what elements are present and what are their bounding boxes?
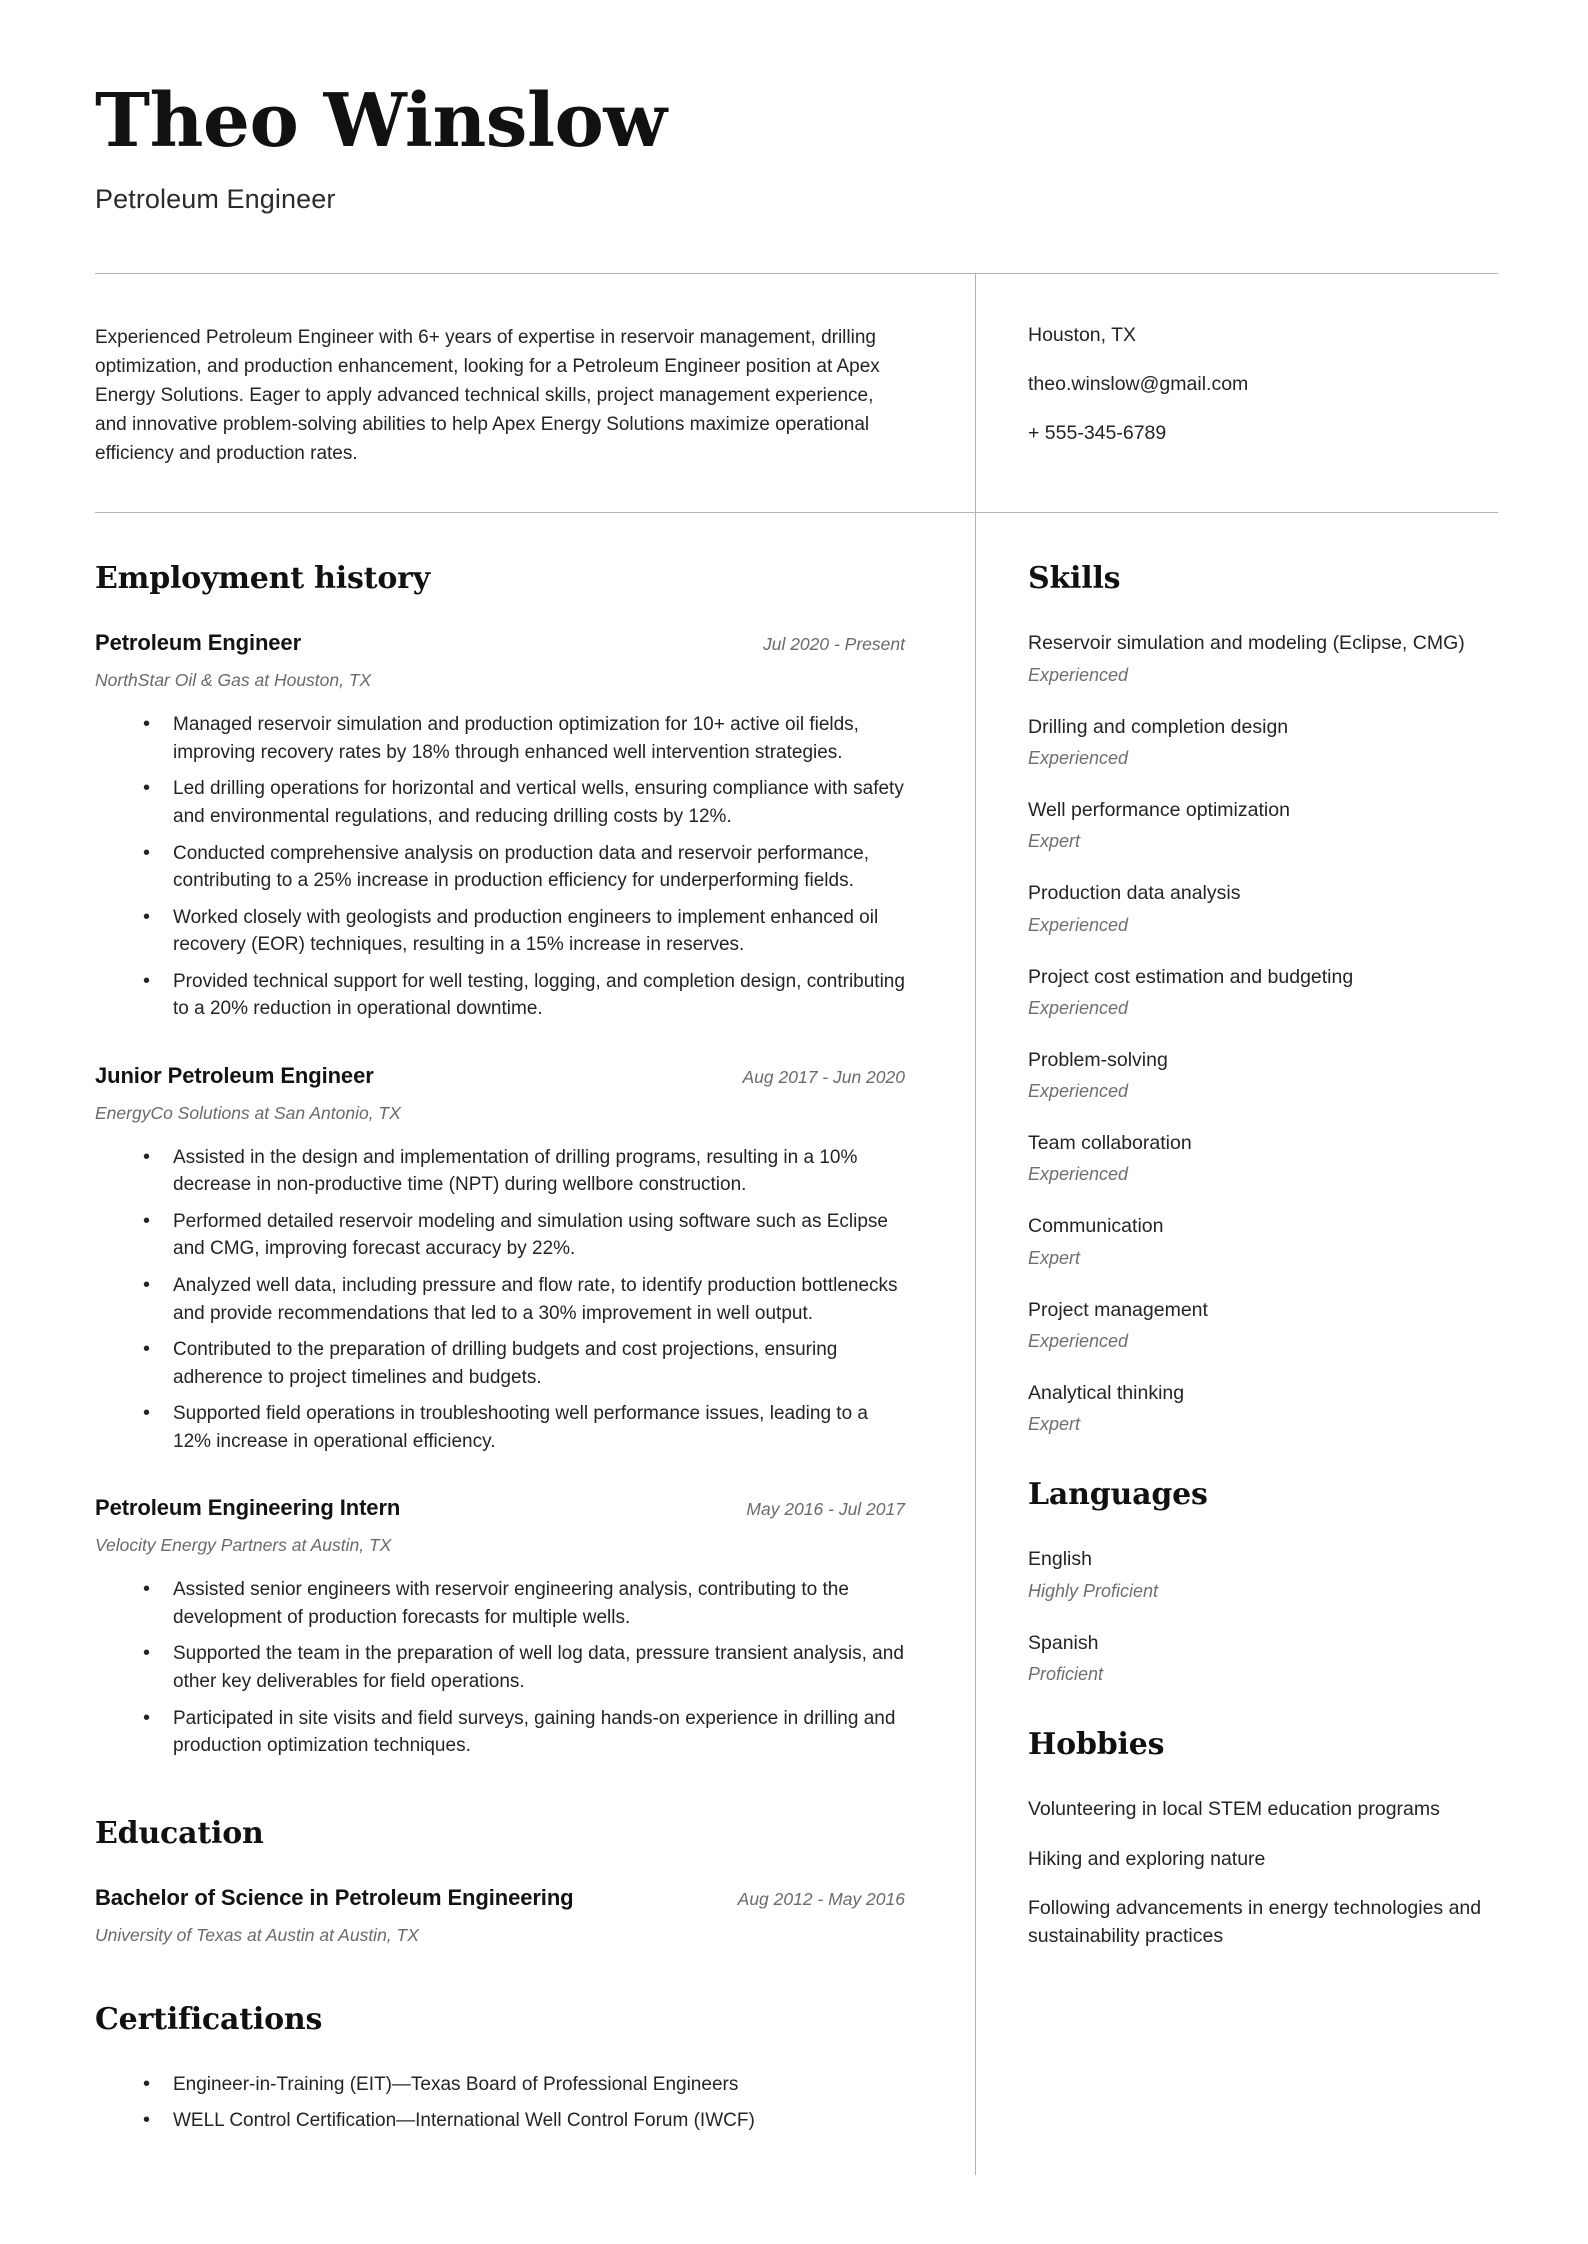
skill-level: Experienced [1028,1081,1129,1102]
skill-name: Analytical thinking [1028,1382,1185,1405]
skill-level: Expert [1028,1247,1081,1268]
sidebar-column [975,513,1498,2174]
resume-body [95,513,1498,2174]
education-list [95,1885,905,1946]
entry-header [95,1885,905,1911]
bullet-item: • Participated in site visits and field surveys, gaining hands-on experience in drilling and production optimization techniques. [143,1705,905,1760]
skill-item [1028,1297,1498,1352]
skill-level: Experienced [1028,664,1129,685]
employment-list [95,630,905,1759]
employment-entry [95,630,905,1022]
entry-degree-title: Bachelor of Science in Petroleum Engineering [95,1884,574,1910]
entry-date-range: May 2016 - Jul 2017 [746,1499,905,1520]
skill-name: Problem-solving [1028,1048,1168,1071]
spacer [1028,1435,1498,1477]
skill-name: Reservoir simulation and modeling (Eclipse, CMG) [1028,632,1465,655]
certification-item: • Engineer-in-Training (EIT)—Texas Board of Professional Engineers [143,2071,905,2099]
skill-item [1028,880,1498,935]
entry-date-range: Jul 2020 - Present [762,634,905,655]
languages-heading: Languages [1028,1477,1208,1513]
professional-summary: Experienced Petroleum Engineer with 6+ years of expertise in reservoir management, drilling optimization, and production enhancement, looking for a Petroleum Engineer position at Apex Energy Solutions. Eager to apply advanced technical skills, project management experience, and innovative problem-solving abilities to help Apex Energy Solutions maximize operational efficiency and production rates. [95,327,880,464]
contact-email[interactable]: theo.winslow@gmail.com [1028,373,1249,395]
languages-list [1028,1546,1498,1685]
bullet-item: • Led drilling operations for horizontal and vertical wells, ensuring compliance with safety and environmental regulations, and reducing drilling costs by 12%. [143,775,905,830]
bullet-item: • Provided technical support for well testing, logging, and completion design, contributing to a 20% reduction in operational downtime. [143,968,905,1023]
bullet-item: • Performed detailed reservoir modeling and simulation using software such as Eclipse and CMG, improving forecast accuracy by 22%. [143,1208,905,1263]
skill-level: Experienced [1028,747,1129,768]
entry-job-title: Petroleum Engineer [95,630,302,656]
certification-item: • WELL Control Certification—International Well Control Forum (IWCF) [143,2107,905,2135]
entry-date-range: Aug 2012 - May 2016 [737,1888,905,1909]
entry-bullet-list [95,1576,905,1759]
entry-header [95,1495,905,1521]
language-level: Highly Proficient [1028,1580,1159,1601]
entry-job-title: Junior Petroleum Engineer [95,1062,374,1088]
entry-header [95,630,905,656]
language-name: English [1028,1548,1092,1571]
entry-date-range: Aug 2017 - Jun 2020 [742,1066,905,1087]
spacer [1028,1685,1498,1727]
entry-company: Velocity Energy Partners at Austin, TX [95,1535,392,1556]
skill-name: Project cost estimation and budgeting [1028,965,1354,988]
contact-location: Houston, TX [1028,324,1137,346]
skill-name: Project management [1028,1298,1208,1321]
candidate-job-title: Petroleum Engineer [95,184,336,214]
language-item [1028,1546,1498,1601]
skill-name: Team collaboration [1028,1132,1192,1155]
language-name: Spanish [1028,1631,1099,1654]
resume-header [0,0,1588,215]
candidate-name: Theo Winslow [95,78,667,164]
skill-item [1028,630,1498,685]
skills-heading: Skills [1028,561,1121,597]
skill-item [1028,1047,1498,1102]
skill-level: Experienced [1028,1331,1129,1352]
bullet-item: • Supported field operations in troubleshooting well performance issues, leading to a 12% increase in operational efficiency. [143,1400,905,1455]
skill-level: Experienced [1028,997,1129,1018]
certifications-list [95,2071,905,2135]
skills-list [1028,630,1498,1435]
main-column [95,513,975,2174]
education-entry [95,1885,905,1946]
summary-contact-band [95,274,1498,512]
skill-item [1028,1213,1498,1268]
entry-bullet-list [95,1144,905,1455]
hobby-item: Hiking and exploring nature [1028,1847,1266,1870]
hobbies-heading: Hobbies [1028,1726,1165,1762]
employment-entry [95,1063,905,1455]
skill-item [1028,714,1498,769]
bullet-item: • Analyzed well data, including pressure and flow rate, to identify production bottlenecks and provide recommendations that led to a 30% improvement in well output. [143,1272,905,1327]
summary-column [95,274,975,512]
skill-item [1028,964,1498,1019]
contact-column [975,274,1498,512]
hobbies-list [1028,1796,1498,1951]
bullet-item: • Assisted in the design and implementation of drilling programs, resulting in a 10% decrease in non-productive time (NPT) during wellbore construction. [143,1144,905,1199]
education-heading: Education [95,1815,264,1851]
bullet-item: • Assisted senior engineers with reservoir engineering analysis, contributing to the development of production forecasts for multiple wells. [143,1576,905,1631]
bullet-item: • Supported the team in the preparation of well log data, pressure transient analysis, and other key deliverables for field operations. [143,1640,905,1695]
skill-level: Expert [1028,831,1081,852]
bullet-item: • Conducted comprehensive analysis on production data and reservoir performance, contributing to a 25% increase in production efficiency for underperforming fields. [143,840,905,895]
entry-company: EnergyCo Solutions at San Antonio, TX [95,1102,401,1123]
language-item [1028,1630,1498,1685]
certifications-heading: Certifications [95,2001,323,2037]
skill-level: Expert [1028,1414,1081,1435]
bullet-item: • Worked closely with geologists and production engineers to implement enhanced oil recovery (EOR) techniques, resulting in a 15% increase in reserves. [143,904,905,959]
entry-job-title: Petroleum Engineering Intern [95,1495,401,1521]
entry-header [95,1063,905,1089]
employment-heading: Employment history [95,561,430,597]
skill-name: Production data analysis [1028,882,1241,905]
skill-level: Experienced [1028,1164,1129,1185]
contact-phone[interactable]: + 555-345-6789 [1028,422,1167,444]
entry-company: NorthStar Oil & Gas at Houston, TX [95,670,372,691]
bullet-item: • Managed reservoir simulation and production optimization for 10+ active oil fields, improving recovery rates by 18% through enhanced well intervention strategies. [143,711,905,766]
hobby-item: Volunteering in local STEM education programs [1028,1797,1440,1820]
skill-item [1028,1130,1498,1185]
entry-bullet-list [95,711,905,1022]
language-level: Proficient [1028,1663,1104,1684]
hobby-item: Following advancements in energy technologies and sustainability practices [1028,1897,1482,1947]
skill-item [1028,797,1498,852]
employment-entry [95,1495,905,1759]
entry-school: University of Texas at Austin at Austin, TX [95,1924,419,1945]
skill-name: Communication [1028,1215,1164,1238]
skill-item [1028,1380,1498,1435]
skill-level: Experienced [1028,914,1129,935]
bullet-item: • Contributed to the preparation of drilling budgets and cost projections, ensuring adherence to project timelines and budgets. [143,1336,905,1391]
skill-name: Drilling and completion design [1028,715,1289,738]
skill-name: Well performance optimization [1028,798,1290,821]
